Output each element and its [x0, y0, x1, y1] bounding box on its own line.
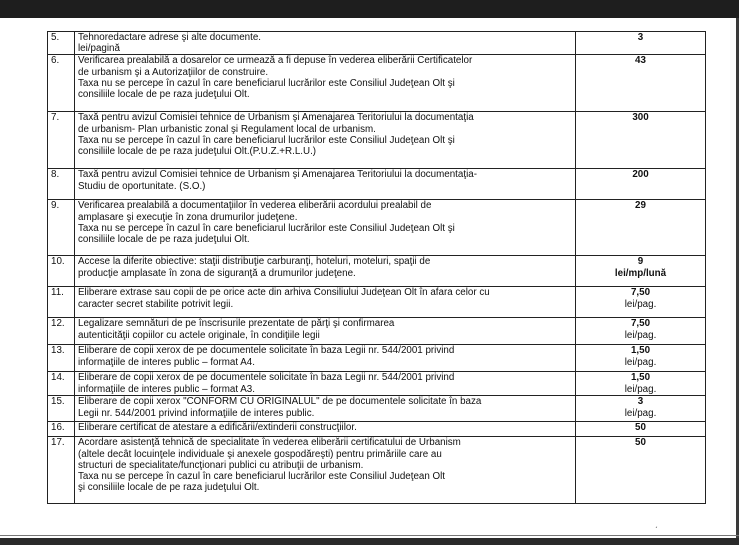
row-value-cell [576, 422, 706, 437]
row-unit: lei/pag. [624, 298, 657, 310]
table-row [48, 169, 706, 200]
table-row [48, 287, 706, 318]
row-description: Verificarea prealabilă a documentaţiilor în vederea eliberării acordului prealabil de amplasare şi execuţie în zona drumurilor judeţene. Taxa nu se percepe în cazul în care beneficiarul lucrărilor este Consiliul Judeţean Olt şi consiliile locale de pe raza judeţului Olt. [75, 200, 576, 256]
row-value: 300 [632, 112, 649, 124]
row-value-cell [576, 32, 706, 55]
row-value-cell [576, 256, 706, 287]
row-description: Taxă pentru avizul Comisiei tehnice de Urbanism şi Amenajarea Teritoriului la documentaţia- Studiu de oportunitate. (S.O.) [75, 169, 576, 200]
table-row [48, 345, 706, 372]
row-value-cell [576, 372, 706, 396]
table-row [48, 112, 706, 169]
row-number: 13. [48, 345, 75, 372]
table-row [48, 396, 706, 422]
row-unit: lei/pag. [624, 383, 657, 395]
row-value: 3 [637, 32, 644, 43]
row-unit: lei/pag. [624, 407, 657, 419]
row-value-cell [576, 318, 706, 345]
page-bottom-line [0, 535, 739, 536]
row-description: Tehnoredactare adrese şi alte documente. lei/pagină [75, 32, 576, 55]
row-number: 7. [48, 112, 75, 169]
row-value: 50 [635, 437, 646, 449]
row-description: Taxă pentru avizul Comisiei tehnice de Urbanism şi Amenajarea Teritoriului la documentaţia de urbanism- Plan urbanistic zonal şi Regulament local de urbanism. Taxa nu se percepe în cazul în care beneficiarul lucrărilor este Consiliul Judeţean Olt şi consiliile locale de pe raza judeţului Olt.(P.U.Z.+R.L.U.) [75, 112, 576, 169]
viewer-top-bar [0, 0, 739, 18]
row-number: 17. [48, 437, 75, 504]
row-description: Eliberare de copii xerox de pe documentele solicitate în baza Legii nr. 544/2001 privind informaţiile de interes public – format A3. [75, 372, 576, 396]
row-description: Accese la diferite obiective: staţii distribuţie carburanţi, hoteluri, moteluri, spaţii de producţie amplasate în zona de siguranţă a drumurilor judeţene. [75, 256, 576, 287]
row-description: Eliberare extrase sau copii de pe orice acte din arhiva Consiliului Judeţean Olt în afara celor cu caracter secret stabilite potrivit legii. [75, 287, 576, 318]
row-number: 16. [48, 422, 75, 437]
table-row [48, 318, 706, 345]
table-row [48, 437, 706, 504]
row-number: 12. [48, 318, 75, 345]
row-value: 7,50 [630, 287, 651, 299]
viewer-bottom-bar [0, 538, 739, 545]
row-value: 200 [632, 169, 649, 181]
row-value: 43 [635, 55, 646, 67]
row-value-cell [576, 200, 706, 256]
table-row [48, 200, 706, 256]
row-value: 9 [637, 256, 644, 268]
row-description: Verificarea prealabilă a dosarelor ce urmează a fi depuse în vederea eliberării Certificatelor de urbanism şi a Autorizaţiilor de construire. Taxa nu se percepe în cazul în care beneficiarul lucrărilor este Consiliul Judeţean Olt şi consiliile locale de pe raza judeţului Olt. [75, 55, 576, 112]
row-unit: lei/pag. [624, 356, 657, 368]
row-description: Acordare asistenţă tehnică de specialitate în vederea eliberării certificatului de Urbanism (altele decât locuinţele individuale şi anexele gospodăreşti) pentru primăriile care au structuri de specialitate/funcţionari publici cu atribuţii de urbanism. Taxa nu se percepe în cazul în care beneficiarul lucrărilor este Consiliul Judeţean Olt şi consiliile locale de pe raza judeţului Olt. [75, 437, 576, 504]
row-value: 7,50 [630, 318, 651, 330]
row-unit: lei/pag. [624, 329, 657, 341]
table-row [48, 422, 706, 437]
row-value-cell [576, 396, 706, 422]
row-number: 5. [48, 32, 75, 55]
row-number: 15. [48, 396, 75, 422]
row-number: 9. [48, 200, 75, 256]
row-description: Eliberare certificat de atestare a edificării/extinderii construcţiilor. [75, 422, 576, 437]
table-row [48, 32, 706, 55]
row-value-cell [576, 112, 706, 169]
scan-mark: ˊ [655, 526, 658, 535]
row-number: 6. [48, 55, 75, 112]
row-value: 3 [637, 396, 644, 408]
table-row [48, 256, 706, 287]
row-value-cell [576, 169, 706, 200]
row-value: 29 [635, 200, 646, 212]
row-value-cell [576, 287, 706, 318]
tariff-table [47, 31, 706, 504]
row-value-cell [576, 437, 706, 504]
row-number: 8. [48, 169, 75, 200]
row-unit: lei/mp/lună [614, 267, 667, 279]
tariff-table-body [48, 32, 706, 504]
table-row [48, 55, 706, 112]
row-value-cell [576, 345, 706, 372]
row-description: Legalizare semnături de pe înscrisurile prezentate de părţi şi confirmarea autenticităţii copiilor cu actele originale, în condiţiile legii [75, 318, 576, 345]
row-number: 10. [48, 256, 75, 287]
row-description: Eliberare de copii xerox "CONFORM CU ORIGINALUL" de pe documentele solicitate în baza Legii nr. 544/2001 privind informaţiile de interes public. [75, 396, 576, 422]
row-number: 11. [48, 287, 75, 318]
row-description: Eliberare de copii xerox de pe documentele solicitate în baza Legii nr. 544/2001 privind informaţiile de interes public – format A4. [75, 345, 576, 372]
row-value: 50 [635, 422, 646, 434]
row-number: 14. [48, 372, 75, 396]
row-value: 1,50 [630, 345, 651, 357]
row-value-cell [576, 55, 706, 112]
table-row [48, 372, 706, 396]
row-value: 1,50 [630, 372, 651, 384]
